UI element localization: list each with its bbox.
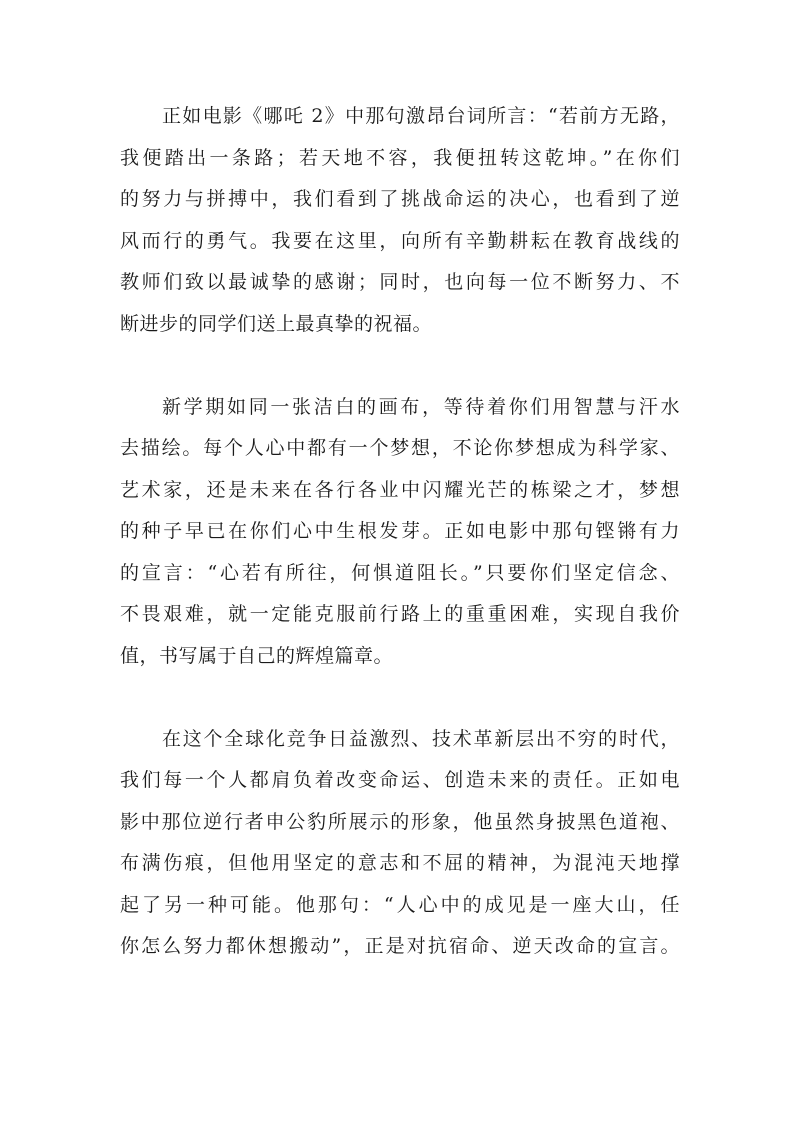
paragraph-line: 我便踏出一条路；若天地不容，我便扭转这乾坤。”在你们 (120, 146, 680, 169)
paragraph-line: 去描绘。每个人心中都有一个梦想，不论你梦想成为科学家、 (120, 437, 680, 459)
paragraph-line: 正如电影《哪吒 2》中那句激昂台词所言：“若前方无路， (162, 105, 680, 127)
paragraph-line: 在这个全球化竞争日益激烈、技术革新层出不穷的时代， (162, 727, 680, 750)
paragraph-3 (120, 719, 680, 968)
paragraph-line: 教师们致以最诚挚的感谢；同时，也向每一位不断努力、不 (120, 271, 680, 293)
paragraph-line: 的努力与拼搏中，我们看到了挑战命运的决心，也看到了逆 (120, 188, 680, 210)
paragraph-line: 的种子早已在你们心中生根发芽。正如电影中那句铿锵有力 (120, 520, 680, 542)
paragraph-line: 不畏艰难，就一定能克服前行路上的重重困难，实现自我价 (120, 603, 680, 625)
paragraph-2 (120, 387, 680, 678)
paragraph-line: 新学期如同一张洁白的画布，等待着你们用智慧与汗水 (162, 395, 680, 418)
paragraph-line: 你怎么努力都休想搬动”，正是对抗宿命、逆天改命的宣言。 (120, 935, 680, 957)
paragraph-1 (120, 96, 680, 345)
paragraph-line: 断进步的同学们送上最真挚的祝福。 (120, 312, 433, 335)
paragraph-line: 我们每一个人都肩负着改变命运、创造未来的责任。正如电 (120, 769, 680, 791)
paragraph-line: 起了另一种可能。他那句：“人心中的成见是一座大山，任 (120, 893, 680, 916)
paragraph-line: 艺术家，还是未来在各行各业中闪耀光芒的栋梁之才，梦想 (120, 478, 680, 501)
paragraph-line: 的宣言：“心若有所往，何惧道阻长。”只要你们坚定信念、 (120, 561, 680, 584)
paragraph-line: 影中那位逆行者申公豹所展示的形象，他虽然身披黑色道袍、 (120, 810, 680, 833)
paragraph-line: 值，书写属于自己的辉煌篇章。 (120, 644, 394, 667)
document-body (120, 96, 680, 968)
paragraph-line: 布满伤痕，但他用坚定的意志和不屈的精神，为混沌天地撑 (120, 852, 680, 874)
paragraph-line: 风而行的勇气。我要在这里，向所有辛勤耕耘在教育战线的 (120, 229, 680, 252)
